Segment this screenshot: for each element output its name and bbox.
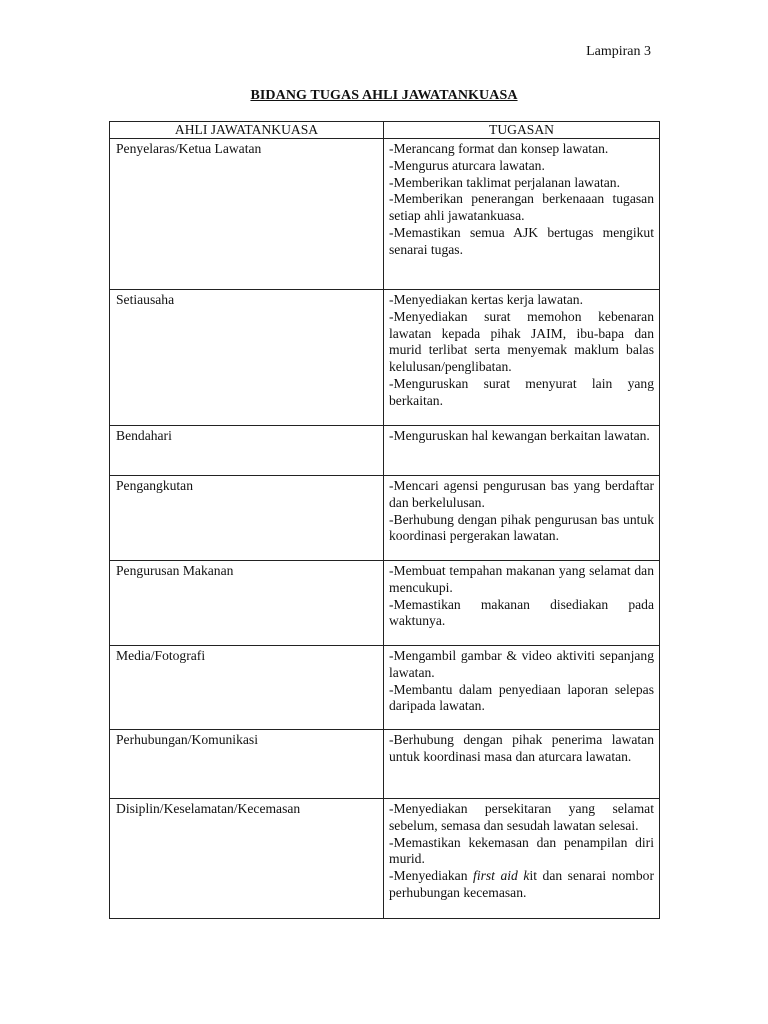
duty-text: -Menyediakan: [389, 868, 474, 884]
duty-text: it dan senarai nombor perhubungan kecemasan.: [389, 868, 654, 900]
duty-item: -Memastikan kekemasan dan penampilan diri murid.: [389, 834, 654, 867]
role-cell: Pengangkutan: [110, 476, 384, 561]
role-cell: Setiausaha: [110, 290, 384, 426]
table-header-row: [110, 122, 660, 139]
duty-cell: [384, 426, 660, 476]
duty-cell: [384, 730, 660, 799]
table-row: [110, 290, 660, 426]
header-tasks: TUGASAN: [384, 122, 660, 139]
duty-item: -Memberikan taklimat perjalanan lawatan.: [389, 174, 620, 190]
duty-cell: [384, 290, 660, 426]
header-committee-member: AHLI JAWATANKUASA: [110, 122, 384, 139]
duty-item: -Mengambil gambar & video aktiviti sepanjang lawatan.: [389, 648, 654, 680]
table-row: [110, 799, 660, 919]
duty-item: [389, 868, 654, 902]
table-row: [110, 139, 660, 290]
role-cell: Pengurusan Makanan: [110, 561, 384, 646]
duty-item: -Menyediakan surat memohon kebenaran lawatan kepada pihak JAIM, ibu-bapa dan murid terlibat serta menyemak maklum balas kelulusan/penglibatan.: [389, 308, 654, 375]
table-row: [110, 561, 660, 646]
role-cell: Perhubungan/Komunikasi: [110, 730, 384, 799]
duty-item: -Membantu dalam penyediaan laporan selepas daripada lawatan.: [389, 681, 654, 714]
duty-item: -Menyediakan kertas kerja lawatan.: [389, 292, 583, 307]
table-row: [110, 426, 660, 476]
table-row: [110, 646, 660, 730]
page-label: Lampiran 3: [586, 44, 651, 59]
duty-item: -Memastikan makanan disediakan pada waktunya.: [389, 596, 654, 629]
duty-item: -Mencari agensi pengurusan bas yang berdaftar dan berkelulusan.: [389, 478, 654, 510]
duty-item: -Berhubung dengan pihak penerima lawatan untuk koordinasi masa dan aturcara lawatan.: [389, 732, 654, 764]
duty-item: -Memberikan penerangan berkenaaan tugasan setiap ahli jawatankuasa.: [389, 191, 654, 224]
duty-item: -Menguruskan surat menyurat lain yang berkaitan.: [389, 375, 654, 408]
duty-item: -Menguruskan hal kewangan berkaitan lawatan.: [389, 428, 650, 443]
role-cell: Bendahari: [110, 426, 384, 476]
duty-item: -Memastikan semua AJK bertugas mengikut senarai tugas.: [389, 224, 654, 257]
role-cell: Disiplin/Keselamatan/Kecemasan: [110, 799, 384, 919]
duty-cell: [384, 561, 660, 646]
table-row: [110, 730, 660, 799]
duty-cell: [384, 646, 660, 730]
document-title: BIDANG TUGAS AHLI JAWATANKUASA: [250, 88, 518, 103]
duty-item: -Menyediakan persekitaran yang selamat sebelum, semasa dan sesudah lawatan selesai.: [389, 801, 654, 833]
duty-text-italic: first aid k: [473, 868, 530, 884]
duty-item: -Mengurus aturcara lawatan.: [389, 157, 545, 173]
duty-item: -Membuat tempahan makanan yang selamat dan mencukupi.: [389, 563, 654, 595]
duty-cell: [384, 139, 660, 290]
role-cell: Penyelaras/Ketua Lawatan: [110, 139, 384, 290]
duties-table: [109, 121, 660, 919]
duty-cell: [384, 799, 660, 919]
role-cell: Media/Fotografi: [110, 646, 384, 730]
duty-cell: [384, 476, 660, 561]
duty-item: -Berhubung dengan pihak pengurusan bas untuk koordinasi pergerakan lawatan.: [389, 511, 654, 544]
duty-item: -Merancang format dan konsep lawatan.: [389, 141, 609, 156]
table-row: [110, 476, 660, 561]
